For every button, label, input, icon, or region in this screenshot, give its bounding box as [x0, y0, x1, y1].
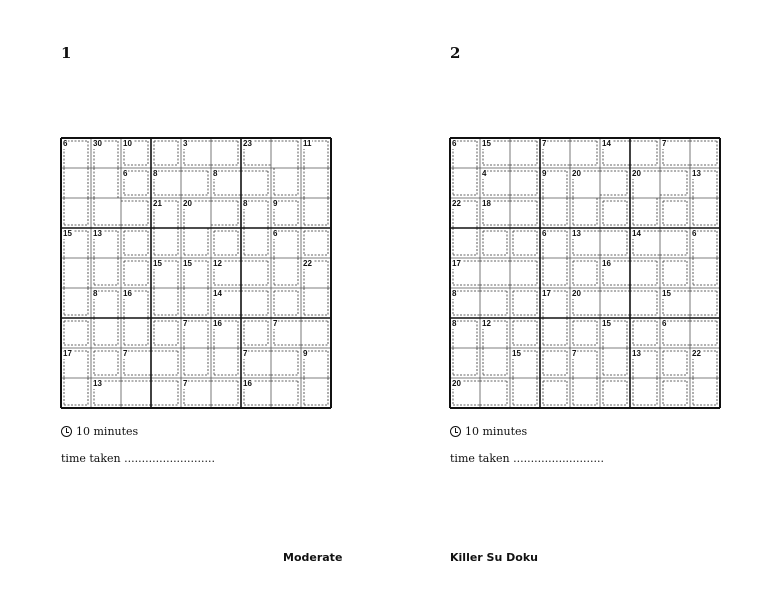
grid-cell[interactable] — [480, 348, 510, 378]
cage-sum: 15 — [63, 229, 72, 238]
cage-sum: 7 — [662, 139, 667, 148]
grid-cell[interactable] — [211, 378, 241, 408]
cage-sum: 8 — [213, 169, 218, 178]
cage-sum: 11 — [303, 139, 312, 148]
cage-sum: 15 — [662, 289, 671, 298]
grid-cell[interactable] — [151, 288, 181, 318]
cage-sum: 15 — [602, 319, 611, 328]
cage-sum: 22 — [303, 259, 312, 268]
clock-icon — [450, 426, 461, 437]
grid-cell[interactable] — [211, 228, 241, 258]
cage-sum: 6 — [123, 169, 128, 178]
grid-cell[interactable] — [600, 378, 630, 408]
grid-cell[interactable] — [91, 198, 121, 228]
grid-cell[interactable] — [61, 168, 91, 198]
grid-cell[interactable] — [510, 288, 540, 318]
cage-sum: 13 — [572, 229, 581, 238]
grid-cell[interactable] — [301, 168, 331, 198]
grid-cell[interactable] — [600, 198, 630, 228]
cage-sum: 20 — [452, 379, 461, 388]
grid-cell[interactable] — [660, 198, 690, 228]
grid-cell[interactable] — [570, 318, 600, 348]
cage-sum: 22 — [692, 349, 701, 358]
grid-cell[interactable] — [630, 138, 660, 168]
cage-sum: 14 — [213, 289, 222, 298]
cage-sum: 7 — [123, 349, 128, 358]
grid-cell[interactable] — [151, 348, 181, 378]
grid-cell[interactable] — [600, 348, 630, 378]
grid-cell[interactable] — [61, 258, 91, 288]
puzzle-2-grid — [450, 138, 720, 408]
cage-sum: 7 — [183, 379, 188, 388]
grid-cell[interactable] — [61, 198, 91, 228]
grid-cell[interactable] — [510, 168, 540, 198]
grid-cell[interactable] — [510, 138, 540, 168]
cage-sum: 18 — [482, 199, 491, 208]
cage-sum: 15 — [183, 259, 192, 268]
puzzle-2-timer-text: 10 minutes — [465, 425, 528, 438]
grid-cell[interactable] — [181, 228, 211, 258]
grid-cell[interactable] — [61, 288, 91, 318]
cage-sum: 20 — [572, 169, 581, 178]
grid-cell[interactable] — [480, 258, 510, 288]
grid-cell[interactable] — [271, 258, 301, 288]
cage-sum: 16 — [243, 379, 252, 388]
cage-sum: 20 — [632, 169, 641, 178]
cage-sum: 9 — [273, 199, 278, 208]
cage-sum: 15 — [512, 349, 521, 358]
grid-cell[interactable] — [540, 198, 570, 228]
cage-sum: 12 — [482, 319, 491, 328]
grid-cell[interactable] — [480, 228, 510, 258]
cage-sum: 8 — [93, 289, 98, 298]
grid-cell[interactable] — [510, 258, 540, 288]
grid-cell[interactable] — [570, 258, 600, 288]
puzzle-1-timer-text: 10 minutes — [76, 425, 139, 438]
cage-sum: 17 — [63, 349, 72, 358]
grid-cell[interactable] — [690, 258, 720, 288]
grid-cell[interactable] — [301, 228, 331, 258]
cage-sum: 9 — [303, 349, 308, 358]
grid-cell[interactable] — [540, 378, 570, 408]
grid-cell[interactable] — [271, 378, 301, 408]
grid-cell[interactable] — [181, 348, 211, 378]
puzzle-2-timer — [450, 425, 527, 438]
grid-cell[interactable] — [540, 258, 570, 288]
cage-sum: 6 — [63, 139, 68, 148]
grid-cell[interactable] — [91, 348, 121, 378]
grid-cell[interactable] — [660, 168, 690, 198]
cage-sum: 12 — [213, 259, 222, 268]
grid-cell[interactable] — [181, 168, 211, 198]
cage-sum: 14 — [632, 229, 641, 238]
grid-cell[interactable] — [151, 228, 181, 258]
grid-cell[interactable] — [690, 288, 720, 318]
cage-sum: 7 — [183, 319, 188, 328]
grid-cell[interactable] — [271, 168, 301, 198]
cage-sum: 15 — [482, 139, 491, 148]
grid-cell[interactable] — [241, 258, 271, 288]
grid-cell[interactable] — [510, 198, 540, 228]
cage-sum: 7 — [243, 349, 248, 358]
grid-cell[interactable] — [510, 378, 540, 408]
cage-sum: 20 — [572, 289, 581, 298]
cage-sum: 8 — [153, 169, 158, 178]
grid-cell[interactable] — [630, 318, 660, 348]
cage-sum: 17 — [542, 289, 551, 298]
grid-cell[interactable] — [660, 228, 690, 258]
grid-cell[interactable] — [570, 198, 600, 228]
grid-cell[interactable] — [121, 258, 151, 288]
cage-sum: 6 — [542, 229, 547, 238]
grid-cell[interactable] — [211, 348, 241, 378]
grid-cell[interactable] — [660, 348, 690, 378]
grid-cell[interactable] — [510, 318, 540, 348]
grid-cell[interactable] — [211, 198, 241, 228]
puzzle-2-time-taken: time taken .......................... — [450, 452, 605, 465]
grid-cell[interactable] — [91, 258, 121, 288]
puzzle-1-number: 1 — [61, 44, 72, 62]
grid-cell[interactable] — [630, 288, 660, 318]
grid-cell[interactable] — [600, 228, 630, 258]
cage-sum: 16 — [123, 289, 132, 298]
grid-cell[interactable] — [121, 228, 151, 258]
cage-sum: 6 — [692, 229, 697, 238]
grid-cell[interactable] — [480, 288, 510, 318]
cage-sum: 21 — [153, 199, 162, 208]
difficulty-label: Moderate — [283, 551, 343, 564]
puzzle-1-timer — [61, 425, 138, 438]
cage-sum: 7 — [273, 319, 278, 328]
grid-cell[interactable] — [450, 348, 480, 378]
cage-sum: 8 — [243, 199, 248, 208]
grid-cell[interactable] — [480, 378, 510, 408]
grid-cell[interactable] — [121, 378, 151, 408]
grid-cell[interactable] — [91, 318, 121, 348]
grid-cell[interactable] — [241, 288, 271, 318]
grid-cell[interactable] — [211, 138, 241, 168]
cage-sum: 23 — [243, 139, 252, 148]
cage-sum: 10 — [123, 139, 132, 148]
grid-cell[interactable] — [600, 288, 630, 318]
cage-sum: 7 — [572, 349, 577, 358]
grid-cell[interactable] — [540, 348, 570, 378]
cage-sum: 7 — [542, 139, 547, 148]
cage-sum: 13 — [692, 169, 701, 178]
puzzle-1-time-taken: time taken .......................... — [61, 452, 216, 465]
grid-cell[interactable] — [301, 318, 331, 348]
grid-cell[interactable] — [301, 378, 331, 408]
grid-cell[interactable] — [630, 258, 660, 288]
cage-sum: 20 — [183, 199, 192, 208]
clock-icon — [61, 426, 72, 437]
cage-sum: 30 — [93, 139, 102, 148]
grid-cell[interactable] — [241, 228, 271, 258]
cage-sum: 6 — [662, 319, 667, 328]
grid-cell[interactable] — [450, 168, 480, 198]
book-title: Killer Su Doku — [450, 551, 538, 564]
grid-cell[interactable] — [151, 318, 181, 348]
cage-sum: 4 — [482, 169, 487, 178]
grid-cell[interactable] — [630, 198, 660, 228]
cage-sum: 8 — [452, 319, 457, 328]
grid-cell[interactable] — [61, 318, 91, 348]
puzzle-1-grid — [61, 138, 331, 408]
grid-cell[interactable] — [690, 318, 720, 348]
grid-cell[interactable] — [690, 378, 720, 408]
grid-cell[interactable] — [660, 258, 690, 288]
cage-sum: 16 — [213, 319, 222, 328]
grid-cell[interactable] — [450, 228, 480, 258]
cage-sum: 13 — [93, 229, 102, 238]
cage-sum: 16 — [602, 259, 611, 268]
grid-cell[interactable] — [570, 378, 600, 408]
grid-cell[interactable] — [690, 198, 720, 228]
grid-cell[interactable] — [151, 378, 181, 408]
grid-cell[interactable] — [660, 378, 690, 408]
grid-cell[interactable] — [181, 288, 211, 318]
cage-sum: 14 — [602, 139, 611, 148]
grid-cell[interactable] — [630, 378, 660, 408]
grid-cell[interactable] — [540, 318, 570, 348]
cage-sum: 15 — [153, 259, 162, 268]
grid-cell[interactable] — [271, 288, 301, 318]
grid-cell[interactable] — [690, 138, 720, 168]
grid-cell[interactable] — [121, 318, 151, 348]
grid-cell[interactable] — [271, 138, 301, 168]
grid-cell[interactable] — [91, 168, 121, 198]
cage-sum: 6 — [273, 229, 278, 238]
grid-cell[interactable] — [271, 348, 301, 378]
cage-sum: 6 — [452, 139, 457, 148]
cage-sum: 8 — [452, 289, 457, 298]
grid-cell[interactable] — [241, 168, 271, 198]
cage-sum: 17 — [452, 259, 461, 268]
puzzle-2-number: 2 — [450, 44, 461, 62]
grid-cell[interactable] — [301, 288, 331, 318]
grid-cell[interactable] — [121, 198, 151, 228]
grid-cell[interactable] — [151, 138, 181, 168]
cage-sum: 22 — [452, 199, 461, 208]
cage-sum: 13 — [632, 349, 641, 358]
grid-cell[interactable] — [510, 228, 540, 258]
cage-sum: 13 — [93, 379, 102, 388]
grid-cell[interactable] — [600, 168, 630, 198]
cage-sum: 3 — [183, 139, 188, 148]
grid-cell[interactable] — [61, 378, 91, 408]
grid-cell[interactable] — [301, 198, 331, 228]
grid-cell[interactable] — [570, 138, 600, 168]
grid-cell[interactable] — [241, 318, 271, 348]
cage-sum: 9 — [542, 169, 547, 178]
